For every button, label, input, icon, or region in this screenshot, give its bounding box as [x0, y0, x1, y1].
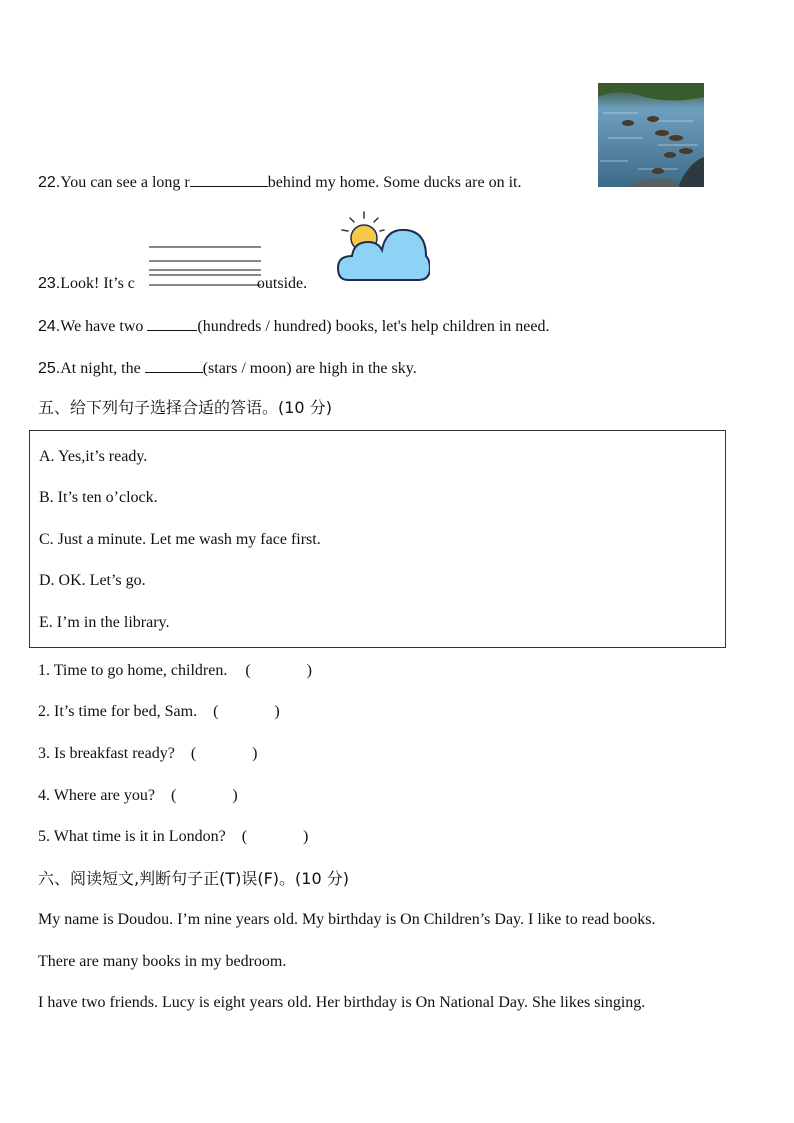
- passage-paragraph: I have two friends. Lucy is eight years old. Her birthday is On National Day. She likes singing.: [38, 994, 646, 1011]
- section-heading-5: 五、给下列句子选择合适的答语。(10 分): [38, 398, 332, 417]
- match-question-3: [38, 744, 257, 764]
- question-text-pre: We have two: [60, 318, 148, 335]
- question-24: [38, 316, 550, 337]
- answer-blank[interactable]: [190, 172, 268, 187]
- option-d: D. OK. Let’s go.: [39, 572, 146, 589]
- question-text-pre: At night, the: [60, 360, 145, 377]
- answer-parentheses[interactable]: ( ): [190, 745, 258, 762]
- question-25: [38, 358, 417, 379]
- answer-parentheses[interactable]: ( ): [213, 703, 280, 720]
- answer-blank[interactable]: [145, 358, 203, 373]
- question-23: [38, 274, 307, 294]
- answer-blank[interactable]: [147, 316, 197, 331]
- option-c: C. Just a minute. Let me wash my face first.: [39, 531, 321, 548]
- match-question-text: 4. Where are you?: [38, 787, 155, 804]
- passage-paragraph: My name is Doudou. I’m nine years old. My birthday is On Children’s Day. I like to read books.: [38, 911, 656, 928]
- match-question-text: 5. What time is it in London?: [38, 828, 226, 845]
- match-question-5: [38, 827, 308, 847]
- section-heading-6: 六、阅读短文,判断句子正(T)误(F)。(10 分): [38, 869, 349, 888]
- match-question-1: [38, 661, 312, 681]
- question-text-pre: Look! It’s c: [60, 275, 135, 292]
- question-text-post: (stars / moon) are high in the sky.: [202, 360, 417, 377]
- question-text-post: outside.: [256, 275, 308, 292]
- question-text-pre: You can see a long r: [60, 174, 190, 191]
- option-b: B. It’s ten o’clock.: [39, 489, 158, 506]
- question-text-post: (hundreds / hundred) books, let's help children in need.: [197, 318, 550, 335]
- question-text-post: behind my home. Some ducks are on it.: [267, 174, 522, 191]
- match-question-text: 1. Time to go home, children.: [38, 662, 228, 679]
- answer-parentheses[interactable]: ( ): [241, 828, 309, 845]
- match-question-2: [38, 702, 280, 722]
- river-with-ducks-photo: [598, 83, 704, 187]
- match-question-text: 3. Is breakfast ready?: [38, 745, 175, 762]
- match-question-4: [38, 786, 238, 806]
- answer-options-box: [29, 430, 726, 648]
- match-question-text: 2. It’s time for bed, Sam.: [38, 703, 198, 720]
- passage-paragraph: There are many books in my bedroom.: [38, 953, 287, 970]
- question-22: [38, 172, 521, 193]
- answer-parentheses[interactable]: ( ): [245, 662, 312, 679]
- option-e: E. I’m in the library.: [39, 614, 170, 631]
- option-a: A. Yes,it’s ready.: [39, 448, 148, 465]
- question-number: 24.: [38, 318, 61, 335]
- question-number: 25.: [38, 360, 61, 377]
- answer-parentheses[interactable]: ( ): [170, 787, 238, 804]
- question-number: 22.: [38, 174, 61, 191]
- sun-behind-cloud-icon: [334, 210, 430, 288]
- question-number: 23.: [38, 275, 61, 292]
